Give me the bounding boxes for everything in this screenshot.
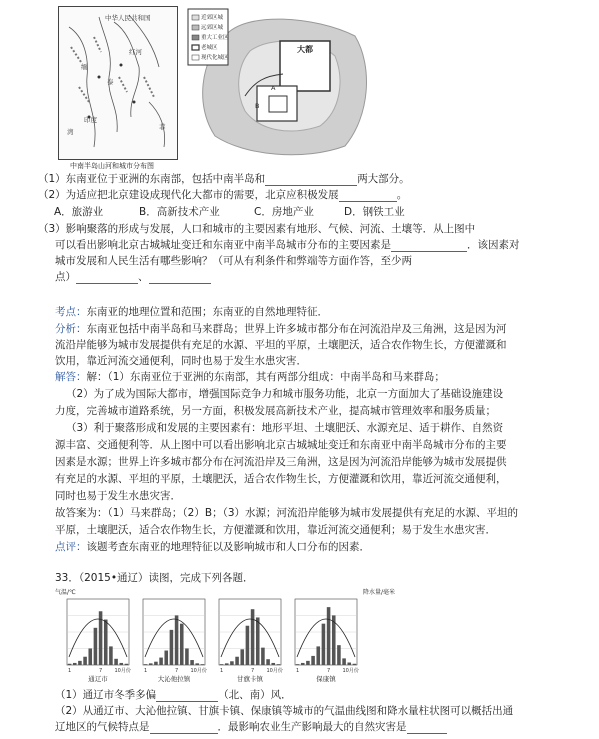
precip-bar xyxy=(261,648,265,665)
indochina-map xyxy=(58,6,178,160)
map-caption: 中南半岛山河和城市分布图 xyxy=(70,162,154,170)
legend-item: 现代化城区 xyxy=(201,55,229,61)
jieda-line5: 因素是水源；世界上许多城市都分布在河流沿岸及三角洲，这是因为河流沿岸能够为城市发展提供 xyxy=(55,456,507,468)
precip-bar xyxy=(235,657,239,665)
answer-blank[interactable] xyxy=(339,189,397,202)
precip-bar xyxy=(316,646,320,665)
tick-label: 10月份 xyxy=(342,668,359,674)
fenxi-line2: 流沿岸能够为城市发展提供有充足的水源、平坦的平原，土壤肥沃，适合农作物生长，方便灌溉和 xyxy=(55,339,507,351)
map-label-region-d: 印度 xyxy=(84,116,97,124)
precip-bar xyxy=(347,663,351,665)
precip-bar xyxy=(306,661,310,665)
answer-blank[interactable] xyxy=(407,721,447,734)
jieda-line4: 源丰富、交通便利等．从上图中可以看出影响北京古城城址变迁和东南亚中南半岛城市分布的主要 xyxy=(55,439,507,451)
kaodian-line: 考点：东南亚的地理位置和范围；东南亚的自然地理特征． xyxy=(55,306,328,318)
precip-bar xyxy=(230,661,234,665)
precip-bar xyxy=(322,624,326,665)
answer-blank[interactable] xyxy=(156,689,218,702)
precip-bar xyxy=(353,664,357,665)
precip-bar xyxy=(73,663,77,665)
answer-line2: 平原，土壤肥沃，适合农作物生长，方便灌溉和饮用，靠近河流交通便利；易于发生水患灾害． xyxy=(55,524,496,536)
precip-bar xyxy=(201,664,205,665)
precip-bar xyxy=(104,620,108,665)
map-label-china: 中华人民共和国 xyxy=(105,14,151,22)
precip-bar xyxy=(83,657,87,665)
precip-bar xyxy=(125,664,129,665)
question-3-line3: 城市发展和人民生活有哪些影响？（可从有利条件和弊端等方面作答，至少两 xyxy=(55,255,412,267)
tick-label: 7 xyxy=(327,668,331,674)
answer-blank[interactable] xyxy=(149,271,211,284)
jieda-line0: 解答：解：（1）东南亚位于亚洲的东南部，其有两部分组成：中南半岛和马来群岛； xyxy=(55,371,445,383)
precip-bar xyxy=(246,626,250,665)
precip-bar xyxy=(119,663,123,665)
beijing-label-a: A xyxy=(271,84,276,92)
sub-question-2-line1: （2）从通辽市、大沁他拉镇、甘旗卡镇、保康镇等城市的气温曲线图和降水量柱状图可以概括出通 xyxy=(55,705,514,717)
precip-bar xyxy=(327,607,331,665)
precip-bar xyxy=(277,664,281,665)
climate-charts xyxy=(55,587,415,685)
precip-bar xyxy=(251,609,255,665)
precip-bar xyxy=(311,656,315,665)
precip-bar xyxy=(185,648,189,665)
tick-label: 1 xyxy=(68,668,72,674)
kaodian-label: 考点： xyxy=(55,306,87,318)
jieda-line3: （3）利于聚落形成和发展的主要因素有：地形平坦、土壤肥沃、水源充足、适于耕作、自然资 xyxy=(66,422,504,434)
dianping-line: 点评：该题考查东南亚的地理特征以及影响城市和人口分布的因素． xyxy=(55,541,370,553)
left-axis-label: 气温/℃ xyxy=(55,589,76,596)
sub-question-2-line2: 辽地区的气候特点是 ．最影响农业生产影响最大的自然灾害是 xyxy=(55,720,447,734)
fenxi-line3: 饮用，靠近河流交通便利，同时也易于发生水患灾害． xyxy=(55,355,307,367)
beijing-map xyxy=(185,6,375,161)
precip-bar xyxy=(175,615,179,665)
precip-bar xyxy=(109,646,113,665)
precip-bar xyxy=(220,664,224,665)
tick-label: 1 xyxy=(144,668,148,674)
precip-bar xyxy=(195,663,199,665)
map-label-region-e: 菲 xyxy=(159,123,166,131)
precip-bar xyxy=(114,659,118,665)
legend-item: 重大工业区 xyxy=(201,35,229,41)
tick-label: 7 xyxy=(99,668,103,674)
jieda-line7: 同时也易于发生水患灾害． xyxy=(55,490,181,502)
precip-bar xyxy=(144,664,148,665)
beijing-legend xyxy=(201,13,229,63)
map-label-gulf: 湾 xyxy=(67,128,74,136)
answer-line1: 故答案为：（1）马来群岛；（2）B；（3）水源；河流沿岸能够为城市发展提供有充足的水源、平坦的 xyxy=(55,507,518,519)
answer-blank[interactable] xyxy=(76,271,138,284)
tick-label: 10月份 xyxy=(190,668,207,674)
precip-bar xyxy=(154,662,158,665)
chart-title: 通辽市 xyxy=(88,675,108,683)
legend-item: 远郊区城 xyxy=(201,25,224,31)
answer-blank[interactable] xyxy=(150,721,218,734)
chart-title: 保康镇 xyxy=(316,675,336,683)
tick-label: 10月份 xyxy=(114,668,131,674)
map-label-region-b: 泰 xyxy=(107,78,114,86)
jieda-line1: （2）为了成为国际大都市，增强国际竞争力和城市服务功能，北京一方面加大了基础设施建设 xyxy=(66,388,504,400)
precip-bar xyxy=(94,628,98,665)
tick-label: 7 xyxy=(251,668,255,674)
precip-bar xyxy=(170,630,174,665)
answer-blank[interactable] xyxy=(391,239,467,252)
option-b[interactable]: B．高新技术产业 xyxy=(139,206,220,218)
beijing-label-b: B xyxy=(255,102,260,110)
map-label-region-c: 缅 xyxy=(81,63,88,71)
precip-bar xyxy=(225,663,229,665)
right-axis-label: 降水量/毫米 xyxy=(363,589,396,596)
question-3-line1: （3）影响聚落的形成与发展，人口和城市的主要因素有地形、气候、河流、土壤等．从上图中 xyxy=(38,223,476,235)
tick-label: 1 xyxy=(296,668,300,674)
chart-title: 大沁他拉镇 xyxy=(157,675,191,683)
precip-bar xyxy=(266,659,270,665)
jieda-line2: 力度，完善城市道路系统，另一方面，积极发展高新技术产业，提高城市管理效率和服务质量； xyxy=(55,405,496,417)
option-a[interactable]: A．旅游业 xyxy=(54,206,104,218)
indochina-map-graphic xyxy=(59,7,177,159)
fenxi-label: 分析： xyxy=(55,323,87,335)
option-c[interactable]: C．房地产业 xyxy=(254,206,314,218)
answer-blank[interactable] xyxy=(265,173,357,186)
precip-bar xyxy=(190,660,194,665)
precip-bar xyxy=(271,663,275,665)
tick-label: 7 xyxy=(175,668,179,674)
dianping-label: 点评： xyxy=(55,541,87,553)
tick-label: 1 xyxy=(220,668,224,674)
precip-bar xyxy=(164,651,168,665)
fenxi-line1: 分析：东南亚包括中南半岛和马来群岛；世界上许多城市都分布在河流沿岸及三角洲，这是因为河 xyxy=(55,323,507,335)
jieda-line6: 有充足的水源、平坦的平原，土壤肥沃，适合农作物生长，方便灌溉和饮用，靠近河流交通便利， xyxy=(55,473,507,485)
precip-bar xyxy=(240,649,244,665)
precip-bar xyxy=(88,648,92,665)
question-3-line2: 可以看出影响北京古城城址变迁和东南亚中南半岛城市分布的主要因素是 ．该因素对 xyxy=(55,239,520,251)
chart-title: 甘旗卡镇 xyxy=(237,675,263,683)
precip-bar xyxy=(180,624,184,665)
beijing-label-dadu: 大都 xyxy=(297,45,313,54)
jieda-label: 解答： xyxy=(55,371,87,383)
precip-bar xyxy=(337,645,341,665)
precip-bar xyxy=(296,664,300,665)
precip-bar xyxy=(68,664,72,665)
precip-bar xyxy=(159,658,163,665)
tick-label: 10月份 xyxy=(266,668,283,674)
precip-bar xyxy=(149,663,153,665)
question-1: （1）东南亚位于亚洲的东南部，包括中南半岛和 两大部分。 xyxy=(38,173,410,185)
legend-item: 近郊区城 xyxy=(201,15,224,21)
map-label-river-a: 红河 xyxy=(129,48,142,56)
sub-question-1: （1）通辽市冬季多偏 （北、南）风． xyxy=(55,689,292,701)
q33-title: 33．（2015•通辽）读图，完成下列各题． xyxy=(55,572,254,584)
precip-bar xyxy=(342,658,346,665)
precip-bar xyxy=(301,663,305,665)
option-d[interactable]: D．钢铁工业 xyxy=(344,206,405,218)
precip-bar xyxy=(78,661,82,665)
precip-bar xyxy=(256,617,260,665)
question-3-line4: 点） 、 xyxy=(55,270,211,284)
question-2: （2）为适应把北京建设成现代化大都市的需要，北京应积极发展 。 xyxy=(38,189,408,201)
climate-charts-svg xyxy=(55,587,415,685)
legend-item: 老城区 xyxy=(201,45,218,51)
